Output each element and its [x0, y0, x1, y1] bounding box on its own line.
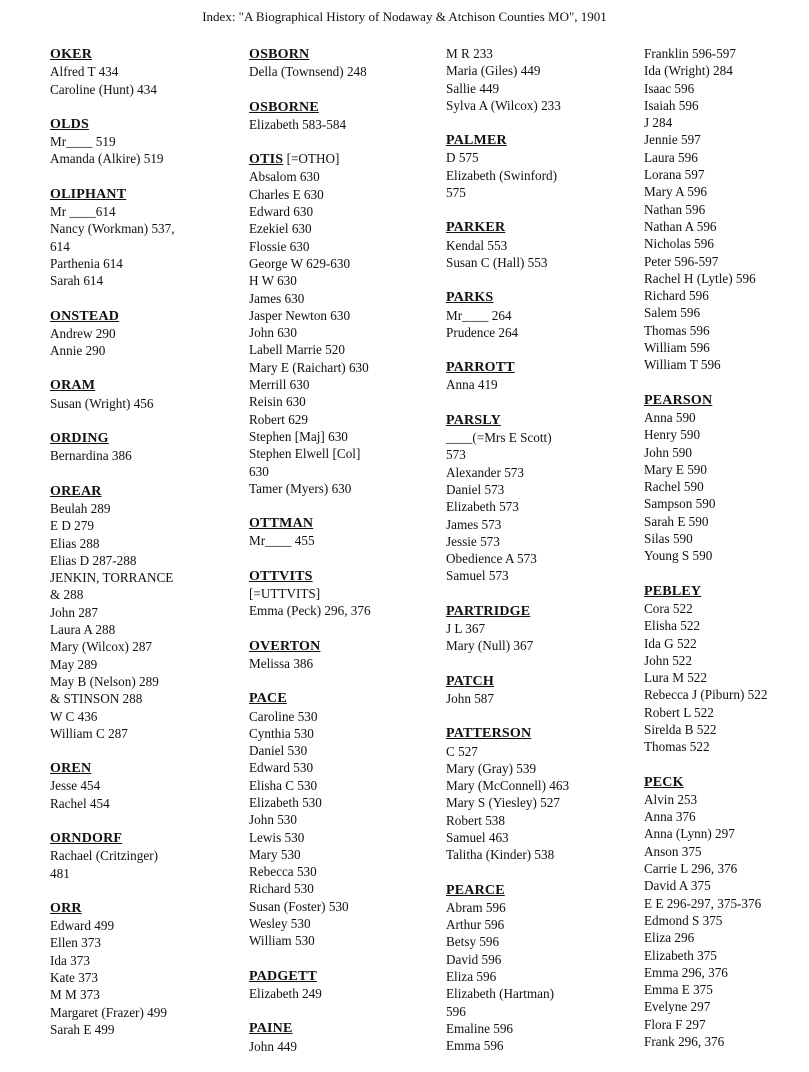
index-entry: Melissa 386: [249, 655, 314, 671]
surname-heading-line: [446, 672, 642, 690]
index-entry: Absalom 630: [249, 169, 320, 185]
index-entry: Ida 373: [50, 952, 90, 968]
surname-heading: PADGETT: [249, 968, 318, 984]
surname-heading: PECK: [644, 774, 684, 790]
surname-heading: PEARCE: [446, 882, 505, 898]
index-entry: Evelyne 297: [644, 999, 711, 1015]
index-entry: Anna 376: [644, 809, 696, 825]
index-entry: Labell Marrie 520: [249, 342, 345, 358]
index-entry: D 575: [446, 150, 479, 166]
index-entry: Mr ____614: [50, 204, 116, 220]
index-entry: Mr____ 455: [249, 533, 315, 549]
index-entry: Carrie L 296, 376: [644, 861, 738, 877]
surname-heading-line: [50, 759, 246, 777]
index-entry: Arthur 596: [446, 917, 505, 933]
index-entry: Kate 373: [50, 970, 98, 986]
index-entry: Maria (Giles) 449: [446, 63, 541, 79]
index-entry: William 530: [249, 933, 315, 949]
index-group: [249, 45, 445, 81]
surname-heading-line: [446, 411, 642, 429]
index-entry: Lorana 597: [644, 167, 705, 183]
surname-heading-line: [446, 131, 642, 149]
index-group: [249, 637, 445, 673]
index-entry: Mary (Wilcox) 287: [50, 639, 153, 655]
index-entry: Sallie 449: [446, 80, 500, 96]
index-entry: Young S 590: [644, 548, 713, 564]
index-group: [644, 582, 809, 756]
index-entry: Betsy 596: [446, 934, 500, 950]
index-entry: Mary A 596: [644, 184, 708, 200]
surname-heading: ORNDORF: [50, 830, 123, 846]
surname-heading-line: [249, 637, 445, 655]
index-entry: Elizabeth 375: [644, 947, 717, 963]
index-entry: Anna 419: [446, 377, 498, 393]
index-entry: Laura A 288: [50, 622, 116, 638]
index-group: [446, 724, 642, 863]
index-entry: Nathan 596: [644, 201, 706, 217]
index-entry: Ida (Wright) 284: [644, 63, 733, 79]
surname-heading: PARKER: [446, 220, 506, 236]
surname-heading-line: [50, 115, 246, 133]
index-entry: Alvin 253: [644, 791, 698, 807]
index-entry: M M 373: [50, 987, 100, 1003]
index-entry: Samuel 573: [446, 568, 509, 584]
index-column-2: [249, 45, 445, 1072]
surname-heading: PACE: [249, 691, 287, 707]
surname-heading: PATCH: [446, 673, 494, 689]
index-entry: Rachel H (Lytle) 596: [644, 270, 756, 286]
index-entry: William T 596: [644, 357, 721, 373]
index-entry: Mary E 590: [644, 461, 707, 477]
index-entry: Stephen [Maj] 630: [249, 428, 348, 444]
index-entry: Daniel 573: [446, 481, 505, 497]
index-entry: Sylva A (Wilcox) 233: [446, 97, 561, 113]
surname-heading-line: [644, 773, 809, 791]
index-entry: Abram 596: [446, 899, 506, 915]
surname-heading-line: [50, 899, 246, 917]
surname-heading-line: [50, 185, 246, 203]
surname-heading-line: [50, 482, 246, 500]
index-entry: Rachel 590: [644, 479, 704, 495]
index-entry: Mr____ 264: [446, 307, 512, 323]
index-entry: Emma (Peck) 296, 376: [249, 603, 371, 619]
surname-heading: OTIS: [249, 152, 284, 168]
index-group: [446, 358, 642, 394]
index-entry: Cora 522: [644, 600, 693, 616]
surname-heading-note: [=OTHO]: [283, 151, 340, 167]
index-entry: Annie 290: [50, 343, 106, 359]
index-entry: Alexander 573: [446, 464, 524, 480]
index-entry: Emma E 375: [644, 982, 713, 998]
index-entry: M R 233: [446, 46, 493, 61]
surname-heading: OSBORN: [249, 47, 310, 62]
surname-heading-line: [249, 514, 445, 532]
index-group: [249, 514, 445, 550]
index-entry: J 284: [644, 115, 673, 131]
index-entry: Lewis 530: [249, 829, 305, 845]
index-entry: ____(=Mrs E Scott) 573: [446, 430, 552, 463]
index-group: [249, 967, 445, 1003]
index-group: [446, 672, 642, 708]
index-entry: Flossie 630: [249, 238, 310, 254]
index-entry: Andrew 290: [50, 325, 116, 341]
index-entry: Robert 629: [249, 411, 308, 427]
index-entry: Samuel 463: [446, 829, 509, 845]
index-entry: Caroline 530: [249, 708, 318, 724]
surname-heading-line: [249, 567, 445, 585]
index-group: [446, 288, 642, 341]
index-entry: Elias D 287-288: [50, 552, 137, 568]
index-entry: Rebecca J (Piburn) 522: [644, 687, 768, 703]
index-group: [249, 150, 445, 497]
index-entry: James 630: [249, 290, 305, 306]
index-entry: Obedience A 573: [446, 551, 537, 567]
index-entry: David 596: [446, 951, 502, 967]
index-entry: John 630: [249, 325, 297, 341]
index-entry: Mary (McConnell) 463: [446, 778, 570, 794]
index-entry: Jasper Newton 630: [249, 307, 351, 323]
index-entry: Amanda (Alkire) 519: [50, 151, 164, 167]
index-group: [50, 115, 246, 168]
index-entry: Jessie 573: [446, 533, 500, 549]
index-entry: Edward 499: [50, 918, 115, 934]
index-entry: Robert L 522: [644, 704, 714, 720]
index-entry: Elizabeth 249: [249, 985, 322, 1001]
index-entry: Beulah 289: [50, 500, 111, 516]
index-entry: John 449: [249, 1038, 297, 1054]
index-group: [50, 899, 246, 1038]
index-group: [644, 391, 809, 565]
index-entry: Caroline (Hunt) 434: [50, 81, 157, 97]
index-group: [446, 45, 642, 114]
index-entry: David A 375: [644, 878, 711, 894]
surname-heading: OREN: [50, 761, 92, 777]
index-entry: George W 629-630: [249, 255, 351, 271]
index-entry: Henry 590: [644, 427, 701, 443]
index-entry: H W 630: [249, 273, 297, 289]
index-entry: Tamer (Myers) 630: [249, 480, 352, 496]
surname-heading: ONSTEAD: [50, 308, 120, 324]
index-entry: John 590: [644, 444, 692, 460]
index-entry: Anson 375: [644, 843, 702, 859]
index-entry: Rachel 454: [50, 795, 110, 811]
index-entry: John 522: [644, 652, 692, 668]
index-entry: E E 296-297, 375-376: [644, 895, 762, 911]
surname-heading: OLDS: [50, 116, 89, 132]
index-entry: John 287: [50, 604, 98, 620]
index-entry: Susan (Foster) 530: [249, 898, 349, 914]
index-entry: Lura M 522: [644, 670, 707, 686]
surname-heading: ORDING: [50, 431, 109, 447]
surname-heading-line: [249, 150, 445, 168]
index-entry: Emma 596: [446, 1038, 504, 1054]
index-group: [50, 307, 246, 360]
index-group: [50, 759, 246, 812]
index-entry: Emaline 596: [446, 1020, 514, 1036]
surname-heading-line: [249, 45, 445, 63]
surname-heading-line: [446, 881, 642, 899]
surname-heading: PEBLEY: [644, 583, 702, 599]
index-entry: Rebecca 530: [249, 864, 317, 880]
index-entry: Sampson 590: [644, 496, 716, 512]
surname-heading-line: [249, 1019, 445, 1037]
index-entry: Flora F 297: [644, 1016, 706, 1032]
index-entry: Elizabeth (Swinford) 575: [446, 167, 557, 201]
index-group: [446, 602, 642, 655]
surname-heading: ORAM: [50, 378, 96, 394]
index-entry: Nancy (Workman) 537, 614: [50, 221, 175, 254]
index-entry: Elisha 522: [644, 618, 701, 634]
index-entry: Laura 596: [644, 149, 698, 165]
surname-heading: PARSLY: [446, 412, 501, 428]
surname-heading-line: [50, 45, 246, 63]
index-entry: [=UTTVITS]: [249, 586, 321, 602]
index-entry: Cynthia 530: [249, 725, 314, 741]
index-entry: Alfred T 434: [50, 64, 119, 80]
index-entry: Merrill 630: [249, 377, 310, 393]
index-entry: Anna (Lynn) 297: [644, 826, 735, 842]
index-entry: Isaiah 596: [644, 97, 699, 113]
index-entry: JENKIN, TORRANCE & 288: [50, 570, 174, 603]
index-entry: E D 279: [50, 518, 94, 534]
surname-heading: OLIPHANT: [50, 186, 127, 202]
index-entry: Eliza 596: [446, 969, 497, 985]
index-entry: Edward 630: [249, 204, 314, 220]
surname-heading: OREAR: [50, 483, 102, 499]
index-entry: Charles E 630: [249, 186, 324, 202]
index-entry: May 289: [50, 656, 98, 672]
surname-heading: PARROTT: [446, 360, 515, 376]
index-group: [249, 98, 445, 134]
index-entry: W C 436: [50, 708, 98, 724]
index-group: [50, 376, 246, 412]
index-entry: Mary 530: [249, 846, 301, 862]
index-entry: Edward 530: [249, 760, 314, 776]
index-entry: May B (Nelson) 289 & STINSON 288: [50, 673, 159, 707]
surname-heading: OTTMAN: [249, 516, 314, 532]
index-entry: Reisin 630: [249, 394, 306, 410]
index-group: [446, 131, 642, 201]
index-group: [50, 185, 246, 290]
surname-heading: ORR: [50, 900, 82, 916]
index-entry: Margaret (Frazer) 499: [50, 1004, 167, 1020]
surname-heading-line: [50, 307, 246, 325]
index-entry: Isaac 596: [644, 80, 695, 96]
surname-heading-line: [446, 218, 642, 236]
surname-heading-line: [644, 391, 809, 409]
surname-heading-line: [446, 724, 642, 742]
index-entry: Ida G 522: [644, 635, 697, 651]
index-entry: Stephen Elwell [Col] 630: [249, 446, 361, 479]
index-column-1: [50, 45, 246, 1055]
surname-heading: PEARSON: [644, 392, 713, 408]
index-entry: Silas 590: [644, 531, 693, 547]
index-entry: Bernardina 386: [50, 448, 132, 464]
index-entry: J L 367: [446, 621, 486, 637]
index-entry: Daniel 530: [249, 743, 308, 759]
index-column-4: [644, 45, 809, 1067]
index-entry: Eliza 296: [644, 930, 695, 946]
surname-heading: OTTVITS: [249, 568, 313, 584]
surname-heading-line: [644, 582, 809, 600]
index-entry: Elias 288: [50, 535, 100, 551]
index-group: [446, 411, 642, 585]
surname-heading-line: [446, 358, 642, 376]
surname-heading: PATTERSON: [446, 726, 532, 742]
surname-heading-line: [50, 429, 246, 447]
index-entry: Ezekiel 630: [249, 221, 312, 237]
index-entry: Richard 530: [249, 881, 314, 897]
index-entry: Elizabeth 573: [446, 499, 519, 515]
index-entry: Elizabeth 583-584: [249, 116, 347, 132]
index-group: [249, 1019, 445, 1055]
index-entry: Jesse 454: [50, 778, 101, 794]
index-entry: Elizabeth (Hartman) 596: [446, 986, 555, 1019]
surname-heading-line: [249, 98, 445, 116]
index-entry: John 587: [446, 690, 494, 706]
surname-heading-line: [446, 288, 642, 306]
index-group: [50, 829, 246, 882]
index-group: [249, 567, 445, 620]
index-entry: Mary E (Raichart) 630: [249, 359, 369, 375]
index-entry: Nicholas 596: [644, 236, 714, 252]
index-entry: John 530: [249, 812, 297, 828]
index-entry: Mr____ 519: [50, 134, 116, 150]
surname-heading: PARKS: [446, 290, 494, 306]
index-entry: Mary S (Yiesley) 527: [446, 795, 560, 811]
index-entry: Richard 596: [644, 288, 709, 304]
index-entry: Robert 538: [446, 812, 505, 828]
index-entry: Mary (Gray) 539: [446, 760, 537, 776]
index-entry: Elisha C 530: [249, 777, 318, 793]
index-entry: Rachael (Critzinger) 481: [50, 848, 159, 881]
index-entry: Della (Townsend) 248: [249, 64, 367, 80]
index-entry: Franklin 596-597: [644, 46, 736, 61]
index-group: [249, 689, 445, 949]
surname-heading: OKER: [50, 47, 93, 62]
index-entry: Talitha (Kinder) 538: [446, 847, 555, 863]
index-entry: James 573: [446, 516, 502, 532]
index-group: [50, 429, 246, 465]
index-entry: Susan (Wright) 456: [50, 395, 154, 411]
index-entry: Peter 596-597: [644, 253, 719, 269]
index-entry: Anna 590: [644, 409, 696, 425]
index-group: [644, 773, 809, 1051]
index-entry: Nathan A 596: [644, 218, 717, 234]
surname-heading-line: [50, 376, 246, 394]
index-group: [50, 45, 246, 98]
surname-heading: PALMER: [446, 133, 507, 149]
index-entry: Sirelda B 522: [644, 721, 717, 737]
index-entry: Prudence 264: [446, 324, 519, 340]
surname-heading-line: [50, 829, 246, 847]
surname-heading-line: [249, 967, 445, 985]
index-entry: Kendal 553: [446, 237, 508, 253]
index-entry: Jennie 597: [644, 132, 701, 148]
index-entry: Ellen 373: [50, 935, 101, 951]
page-title: Index: "A Biographical History of Nodaway & Atchison Counties MO", 1901: [202, 9, 607, 24]
surname-heading-line: [446, 602, 642, 620]
index-entry: William 596: [644, 340, 710, 356]
index-entry: Sarah E 590: [644, 513, 709, 529]
index-entry: Mary (Null) 367: [446, 638, 534, 654]
index-entry: Sarah 614: [50, 273, 104, 289]
index-group: [446, 218, 642, 271]
index-entry: Thomas 596: [644, 322, 710, 338]
surname-heading: OVERTON: [249, 638, 321, 654]
index-entry: Sarah E 499: [50, 1021, 115, 1037]
index-entry: Parthenia 614: [50, 255, 123, 271]
index-group: [50, 482, 246, 742]
index-entry: Wesley 530: [249, 916, 311, 932]
index-column-3: [446, 45, 642, 1072]
index-entry: Elizabeth 530: [249, 794, 322, 810]
index-entry: Susan C (Hall) 553: [446, 254, 548, 270]
index-entry: Thomas 522: [644, 739, 710, 755]
index-entry: William C 287: [50, 725, 128, 741]
surname-heading: PARTRIDGE: [446, 603, 531, 619]
index-group: [446, 881, 642, 1055]
index-group: [644, 45, 809, 374]
index-entry: Emma 296, 376: [644, 964, 728, 980]
index-entry: Salem 596: [644, 305, 701, 321]
index-entry: C 527: [446, 743, 478, 759]
index-entry: Frank 296, 376: [644, 1034, 725, 1050]
surname-heading: PAINE: [249, 1021, 293, 1037]
surname-heading-line: [249, 689, 445, 707]
surname-heading: OSBORNE: [249, 99, 319, 115]
index-entry: Edmond S 375: [644, 912, 723, 928]
